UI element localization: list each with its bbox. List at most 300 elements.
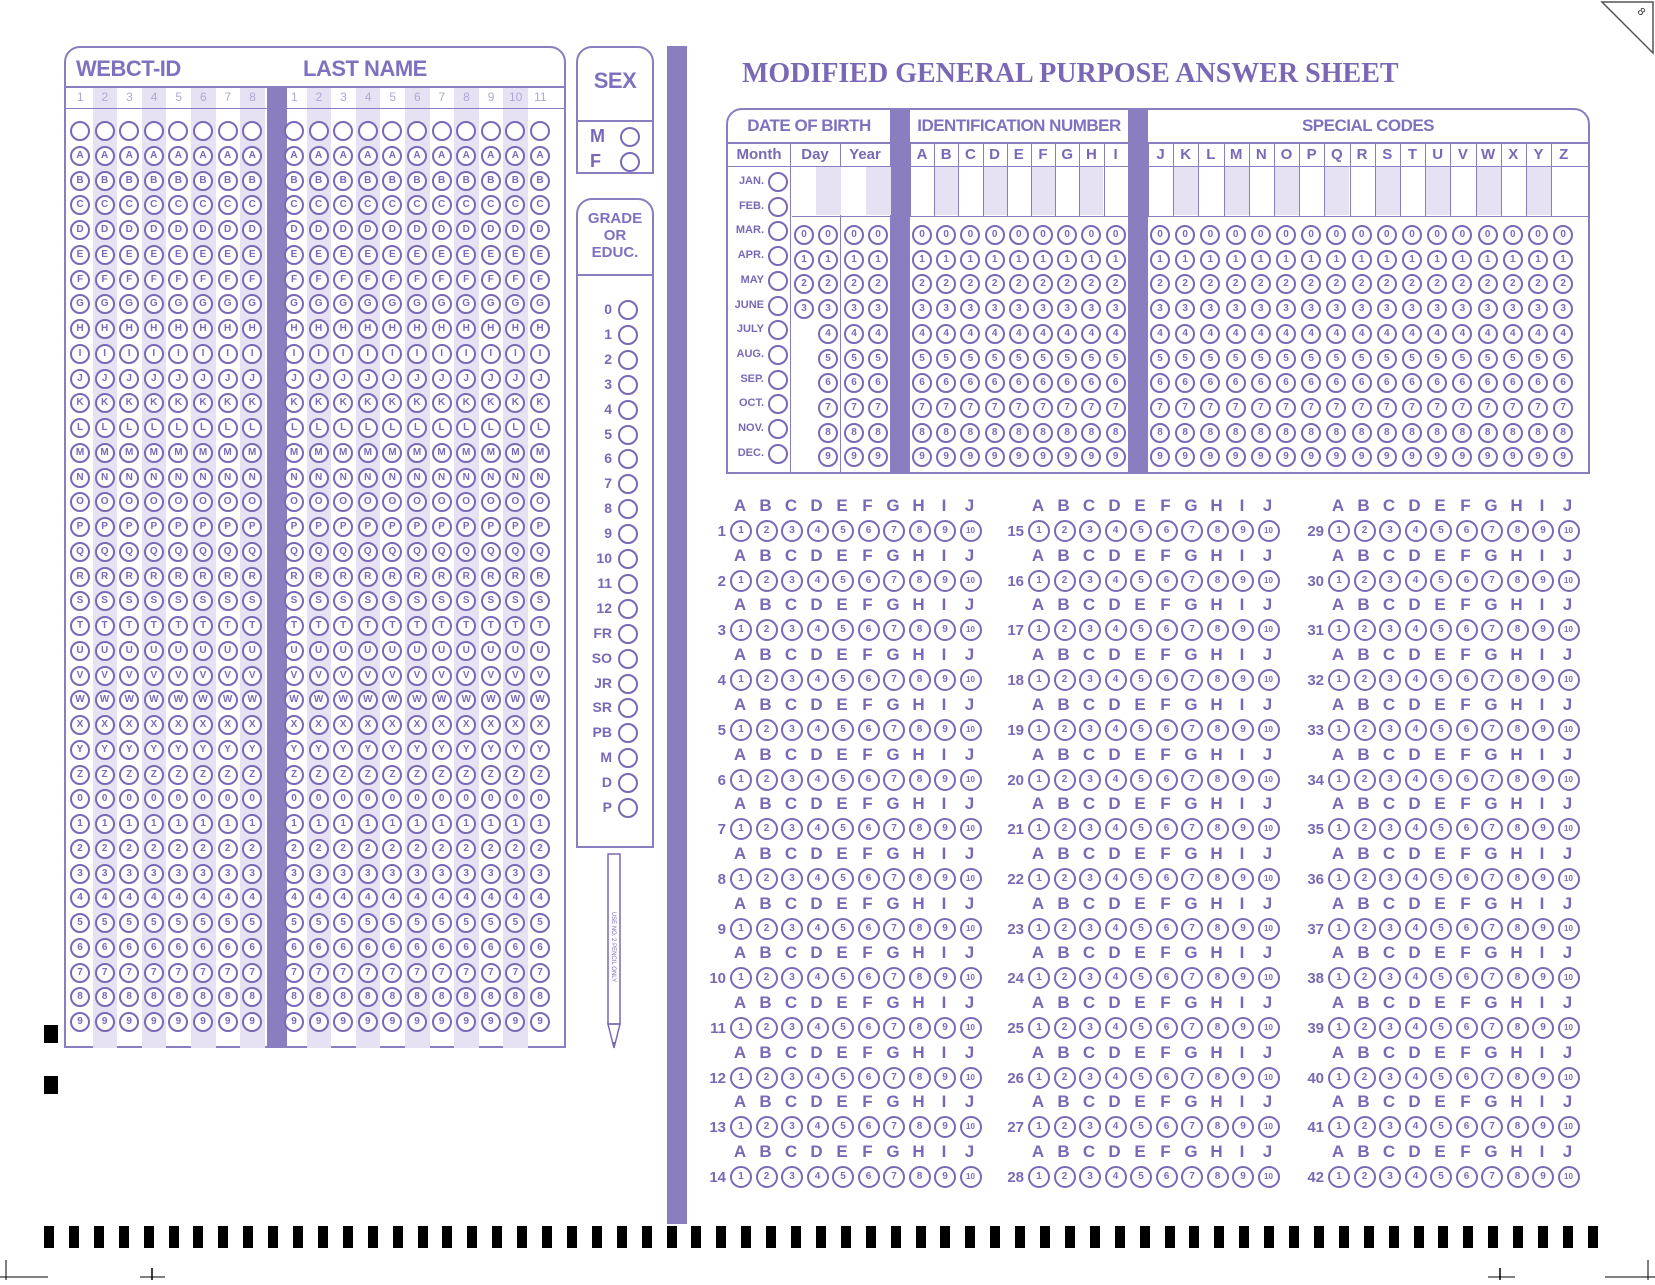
answer-choice-bubble[interactable]: 6 <box>858 818 880 840</box>
id-digit-bubble[interactable]: 1 <box>912 250 932 270</box>
id-bubble[interactable]: 7 <box>242 963 262 983</box>
codes-digit-bubble[interactable]: 6 <box>1528 373 1548 393</box>
answer-choice-bubble[interactable]: 6 <box>858 570 880 592</box>
id-bubble[interactable]: M <box>242 443 262 463</box>
name-bubble[interactable]: 4 <box>333 888 353 908</box>
codes-digit-bubble[interactable]: 6 <box>1175 373 1195 393</box>
answer-choice-bubble[interactable]: 3 <box>1379 1166 1401 1188</box>
month-bubble[interactable] <box>768 320 788 340</box>
name-bubble[interactable]: 7 <box>432 963 452 983</box>
id-bubble[interactable]: N <box>242 468 262 488</box>
id-bubble[interactable]: G <box>168 294 188 314</box>
answer-choice-bubble[interactable]: 1 <box>1028 769 1050 791</box>
id-bubble[interactable]: E <box>242 245 262 265</box>
name-bubble[interactable]: T <box>382 616 402 636</box>
id-digit-bubble[interactable]: 3 <box>960 299 980 319</box>
answer-choice-bubble[interactable]: 4 <box>807 967 829 989</box>
id-bubble[interactable]: 4 <box>193 888 213 908</box>
id-digit-bubble[interactable]: 0 <box>985 225 1005 245</box>
id-digit-bubble[interactable]: 5 <box>1057 349 1077 369</box>
answer-choice-bubble[interactable]: 9 <box>934 818 956 840</box>
name-bubble[interactable]: 9 <box>309 1012 329 1032</box>
answer-choice-bubble[interactable]: 5 <box>1430 918 1452 940</box>
codes-digit-bubble[interactable]: 1 <box>1452 250 1472 270</box>
id-digit-bubble[interactable]: 5 <box>1033 349 1053 369</box>
id-bubble[interactable]: A <box>95 146 115 166</box>
name-bubble[interactable]: Q <box>358 542 378 562</box>
answer-choice-bubble[interactable]: 4 <box>807 918 829 940</box>
answer-choice-bubble[interactable]: 6 <box>1156 619 1178 641</box>
id-bubble[interactable] <box>144 121 164 141</box>
name-bubble[interactable]: E <box>456 245 476 265</box>
id-bubble[interactable]: A <box>119 146 139 166</box>
id-bubble[interactable]: O <box>95 492 115 512</box>
id-bubble[interactable]: N <box>193 468 213 488</box>
codes-digit-bubble[interactable]: 8 <box>1377 423 1397 443</box>
answer-choice-bubble[interactable]: 4 <box>807 570 829 592</box>
answer-choice-bubble[interactable]: 7 <box>883 570 905 592</box>
answer-choice-bubble[interactable]: 9 <box>1532 1166 1554 1188</box>
name-bubble[interactable]: D <box>382 220 402 240</box>
answer-choice-bubble[interactable]: 7 <box>1481 619 1503 641</box>
name-bubble[interactable]: X <box>481 715 501 735</box>
name-bubble[interactable]: G <box>456 294 476 314</box>
name-bubble[interactable]: X <box>309 715 329 735</box>
name-bubble[interactable]: T <box>407 616 427 636</box>
id-bubble[interactable]: A <box>168 146 188 166</box>
codes-digit-bubble[interactable]: 0 <box>1352 225 1372 245</box>
answer-choice-bubble[interactable]: 5 <box>1430 1067 1452 1089</box>
name-bubble[interactable]: D <box>284 220 304 240</box>
codes-digit-bubble[interactable]: 7 <box>1150 398 1170 418</box>
answer-choice-bubble[interactable]: 5 <box>1130 918 1152 940</box>
id-bubble[interactable]: P <box>95 517 115 537</box>
codes-digit-bubble[interactable]: 0 <box>1301 225 1321 245</box>
id-bubble[interactable] <box>193 121 213 141</box>
name-bubble[interactable]: G <box>284 294 304 314</box>
id-bubble[interactable]: J <box>168 369 188 389</box>
answer-choice-bubble[interactable]: 8 <box>1507 1166 1529 1188</box>
grade-option-bubble[interactable] <box>618 524 638 544</box>
answer-choice-bubble[interactable]: 8 <box>1207 669 1229 691</box>
codes-digit-bubble[interactable]: 6 <box>1150 373 1170 393</box>
id-bubble[interactable]: Z <box>242 765 262 785</box>
name-bubble[interactable]: R <box>358 567 378 587</box>
answer-choice-bubble[interactable]: 9 <box>1532 719 1554 741</box>
id-bubble[interactable]: X <box>70 715 90 735</box>
codes-digit-bubble[interactable]: 3 <box>1251 299 1271 319</box>
name-bubble[interactable]: S <box>432 591 452 611</box>
id-bubble[interactable]: U <box>95 641 115 661</box>
answer-choice-bubble[interactable]: 4 <box>1405 868 1427 890</box>
name-bubble[interactable]: Y <box>481 740 501 760</box>
name-bubble[interactable]: D <box>358 220 378 240</box>
name-bubble[interactable]: Z <box>382 765 402 785</box>
id-digit-bubble[interactable]: 4 <box>960 324 980 344</box>
name-bubble[interactable]: L <box>505 418 525 438</box>
name-bubble[interactable]: F <box>456 270 476 290</box>
id-bubble[interactable]: G <box>242 294 262 314</box>
name-bubble[interactable]: 7 <box>456 963 476 983</box>
id-bubble[interactable]: M <box>95 443 115 463</box>
name-bubble[interactable]: K <box>407 393 427 413</box>
answer-choice-bubble[interactable]: 9 <box>934 967 956 989</box>
answer-choice-bubble[interactable]: 3 <box>1079 520 1101 542</box>
answer-choice-bubble[interactable]: 8 <box>909 719 931 741</box>
id-digit-bubble[interactable]: 7 <box>1009 398 1029 418</box>
name-bubble[interactable]: Q <box>284 542 304 562</box>
id-bubble[interactable]: S <box>144 591 164 611</box>
name-bubble[interactable]: S <box>407 591 427 611</box>
id-bubble[interactable]: A <box>242 146 262 166</box>
answer-choice-bubble[interactable]: 1 <box>730 918 752 940</box>
answer-choice-bubble[interactable]: 9 <box>1532 619 1554 641</box>
answer-choice-bubble[interactable]: 10 <box>1558 1067 1580 1089</box>
answer-choice-bubble[interactable]: 3 <box>1379 570 1401 592</box>
name-bubble[interactable]: 6 <box>481 938 501 958</box>
codes-digit-bubble[interactable]: 1 <box>1301 250 1321 270</box>
id-digit-bubble[interactable]: 6 <box>1106 373 1126 393</box>
name-bubble[interactable]: C <box>333 195 353 215</box>
answer-choice-bubble[interactable]: 9 <box>934 619 956 641</box>
name-bubble[interactable]: S <box>456 591 476 611</box>
id-bubble[interactable]: 2 <box>193 839 213 859</box>
name-bubble[interactable] <box>284 121 304 141</box>
answer-choice-bubble[interactable]: 7 <box>1181 619 1203 641</box>
id-bubble[interactable]: Q <box>218 542 238 562</box>
id-digit-bubble[interactable]: 4 <box>936 324 956 344</box>
name-bubble[interactable]: K <box>284 393 304 413</box>
answer-choice-bubble[interactable]: 8 <box>1207 918 1229 940</box>
name-bubble[interactable]: N <box>432 468 452 488</box>
answer-choice-bubble[interactable]: 8 <box>1507 520 1529 542</box>
answer-choice-bubble[interactable]: 8 <box>909 868 931 890</box>
answer-choice-bubble[interactable]: 9 <box>934 1017 956 1039</box>
codes-digit-bubble[interactable]: 4 <box>1326 324 1346 344</box>
answer-choice-bubble[interactable]: 10 <box>1558 769 1580 791</box>
answer-choice-bubble[interactable]: 7 <box>883 1166 905 1188</box>
name-bubble[interactable]: 8 <box>407 987 427 1007</box>
name-bubble[interactable]: 6 <box>407 938 427 958</box>
grade-option-bubble[interactable] <box>618 649 638 669</box>
name-bubble[interactable]: M <box>333 443 353 463</box>
codes-digit-bubble[interactable]: 9 <box>1175 447 1195 467</box>
month-bubble[interactable] <box>768 197 788 217</box>
id-bubble[interactable]: J <box>95 369 115 389</box>
name-bubble[interactable]: V <box>505 666 525 686</box>
answer-choice-bubble[interactable]: 9 <box>934 520 956 542</box>
answer-choice-bubble[interactable]: 5 <box>832 619 854 641</box>
name-bubble[interactable]: W <box>481 690 501 710</box>
codes-digit-bubble[interactable]: 2 <box>1251 274 1271 294</box>
id-digit-bubble[interactable]: 9 <box>1033 447 1053 467</box>
grade-option-bubble[interactable] <box>618 425 638 445</box>
id-bubble[interactable]: 5 <box>144 913 164 933</box>
answer-choice-bubble[interactable]: 9 <box>1232 1067 1254 1089</box>
id-digit-bubble[interactable]: 9 <box>912 447 932 467</box>
name-bubble[interactable]: 8 <box>530 987 550 1007</box>
answer-choice-bubble[interactable]: 10 <box>1558 967 1580 989</box>
name-bubble[interactable]: 2 <box>382 839 402 859</box>
name-bubble[interactable]: U <box>358 641 378 661</box>
name-bubble[interactable]: R <box>481 567 501 587</box>
id-bubble[interactable]: L <box>168 418 188 438</box>
codes-digit-bubble[interactable]: 0 <box>1427 225 1447 245</box>
answer-choice-bubble[interactable]: 9 <box>934 570 956 592</box>
name-bubble[interactable]: V <box>284 666 304 686</box>
name-bubble[interactable]: A <box>382 146 402 166</box>
id-digit-bubble[interactable]: 5 <box>960 349 980 369</box>
id-digit-bubble[interactable]: 4 <box>985 324 1005 344</box>
name-bubble[interactable]: P <box>407 517 427 537</box>
id-bubble[interactable]: Q <box>193 542 213 562</box>
id-bubble[interactable]: 6 <box>144 938 164 958</box>
answer-choice-bubble[interactable]: 6 <box>1456 520 1478 542</box>
month-bubble[interactable] <box>768 221 788 241</box>
answer-choice-bubble[interactable]: 10 <box>1558 918 1580 940</box>
name-bubble[interactable]: X <box>382 715 402 735</box>
name-bubble[interactable]: 7 <box>481 963 501 983</box>
name-bubble[interactable]: M <box>382 443 402 463</box>
grade-option-bubble[interactable] <box>618 798 638 818</box>
name-bubble[interactable]: H <box>505 319 525 339</box>
id-bubble[interactable]: E <box>119 245 139 265</box>
codes-digit-bubble[interactable]: 9 <box>1478 447 1498 467</box>
id-bubble[interactable]: V <box>70 666 90 686</box>
grade-option-bubble[interactable] <box>618 574 638 594</box>
name-bubble[interactable]: 9 <box>382 1012 402 1032</box>
name-bubble[interactable]: 7 <box>407 963 427 983</box>
id-bubble[interactable]: L <box>144 418 164 438</box>
id-bubble[interactable]: 7 <box>119 963 139 983</box>
name-bubble[interactable]: J <box>284 369 304 389</box>
answer-choice-bubble[interactable]: 4 <box>807 769 829 791</box>
dob-digit-bubble[interactable]: 2 <box>794 274 814 294</box>
codes-digit-bubble[interactable]: 1 <box>1200 250 1220 270</box>
answer-choice-bubble[interactable]: 2 <box>1354 1067 1376 1089</box>
codes-digit-bubble[interactable]: 7 <box>1402 398 1422 418</box>
id-digit-bubble[interactable]: 6 <box>1081 373 1101 393</box>
answer-choice-bubble[interactable]: 9 <box>1232 1017 1254 1039</box>
answer-choice-bubble[interactable]: 2 <box>1054 719 1076 741</box>
name-bubble[interactable]: 8 <box>456 987 476 1007</box>
answer-choice-bubble[interactable]: 10 <box>960 619 982 641</box>
name-bubble[interactable]: 1 <box>505 814 525 834</box>
name-bubble[interactable]: 6 <box>333 938 353 958</box>
answer-choice-bubble[interactable]: 8 <box>909 1166 931 1188</box>
answer-choice-bubble[interactable]: 5 <box>1430 669 1452 691</box>
id-bubble[interactable]: H <box>95 319 115 339</box>
name-bubble[interactable]: Z <box>481 765 501 785</box>
name-bubble[interactable]: K <box>309 393 329 413</box>
answer-choice-bubble[interactable]: 2 <box>756 1017 778 1039</box>
id-bubble[interactable]: L <box>119 418 139 438</box>
name-bubble[interactable]: H <box>432 319 452 339</box>
id-bubble[interactable]: Y <box>168 740 188 760</box>
name-bubble[interactable]: X <box>407 715 427 735</box>
id-bubble[interactable]: T <box>168 616 188 636</box>
answer-choice-bubble[interactable]: 6 <box>1456 1017 1478 1039</box>
name-bubble[interactable]: W <box>333 690 353 710</box>
answer-choice-bubble[interactable]: 10 <box>1558 1166 1580 1188</box>
id-bubble[interactable]: 3 <box>168 864 188 884</box>
name-bubble[interactable]: A <box>505 146 525 166</box>
name-bubble[interactable]: Z <box>456 765 476 785</box>
answer-choice-bubble[interactable]: 5 <box>1130 868 1152 890</box>
answer-choice-bubble[interactable]: 9 <box>934 918 956 940</box>
id-bubble[interactable]: 6 <box>95 938 115 958</box>
answer-choice-bubble[interactable]: 10 <box>1558 520 1580 542</box>
answer-choice-bubble[interactable]: 9 <box>1532 967 1554 989</box>
name-bubble[interactable]: H <box>530 319 550 339</box>
codes-digit-bubble[interactable]: 9 <box>1150 447 1170 467</box>
id-bubble[interactable]: P <box>193 517 213 537</box>
dob-digit-bubble[interactable]: 3 <box>844 299 864 319</box>
answer-choice-bubble[interactable]: 10 <box>960 1067 982 1089</box>
answer-choice-bubble[interactable]: 7 <box>883 719 905 741</box>
answer-choice-bubble[interactable]: 9 <box>1532 818 1554 840</box>
name-bubble[interactable]: Z <box>530 765 550 785</box>
codes-digit-bubble[interactable]: 9 <box>1377 447 1397 467</box>
id-bubble[interactable]: U <box>193 641 213 661</box>
grade-option-bubble[interactable] <box>618 723 638 743</box>
name-bubble[interactable]: 3 <box>407 864 427 884</box>
codes-digit-bubble[interactable]: 6 <box>1377 373 1397 393</box>
id-digit-bubble[interactable]: 0 <box>1033 225 1053 245</box>
id-bubble[interactable]: 9 <box>95 1012 115 1032</box>
id-bubble[interactable]: T <box>144 616 164 636</box>
answer-choice-bubble[interactable]: 8 <box>1207 520 1229 542</box>
answer-choice-bubble[interactable]: 10 <box>1258 967 1280 989</box>
answer-choice-bubble[interactable]: 1 <box>1028 868 1050 890</box>
dob-digit-bubble[interactable]: 7 <box>844 398 864 418</box>
name-bubble[interactable]: T <box>432 616 452 636</box>
month-bubble[interactable] <box>768 345 788 365</box>
answer-choice-bubble[interactable]: 9 <box>934 719 956 741</box>
codes-digit-bubble[interactable]: 4 <box>1352 324 1372 344</box>
codes-digit-bubble[interactable]: 7 <box>1452 398 1472 418</box>
id-bubble[interactable]: H <box>144 319 164 339</box>
name-bubble[interactable]: Y <box>309 740 329 760</box>
name-bubble[interactable]: K <box>382 393 402 413</box>
name-bubble[interactable]: 1 <box>432 814 452 834</box>
name-bubble[interactable]: H <box>333 319 353 339</box>
name-bubble[interactable]: 8 <box>382 987 402 1007</box>
answer-choice-bubble[interactable]: 4 <box>1405 769 1427 791</box>
dob-digit-bubble[interactable]: 8 <box>868 423 888 443</box>
id-bubble[interactable] <box>95 121 115 141</box>
answer-choice-bubble[interactable]: 7 <box>1481 520 1503 542</box>
id-bubble[interactable]: O <box>168 492 188 512</box>
name-bubble[interactable]: V <box>456 666 476 686</box>
name-bubble[interactable]: C <box>481 195 501 215</box>
answer-choice-bubble[interactable]: 7 <box>1181 818 1203 840</box>
codes-digit-bubble[interactable]: 1 <box>1427 250 1447 270</box>
id-bubble[interactable]: O <box>218 492 238 512</box>
answer-choice-bubble[interactable]: 2 <box>1054 1166 1076 1188</box>
id-bubble[interactable]: C <box>168 195 188 215</box>
codes-digit-bubble[interactable]: 3 <box>1200 299 1220 319</box>
answer-choice-bubble[interactable]: 2 <box>1054 769 1076 791</box>
name-bubble[interactable]: D <box>407 220 427 240</box>
answer-choice-bubble[interactable]: 8 <box>1207 1017 1229 1039</box>
answer-choice-bubble[interactable]: 9 <box>934 1067 956 1089</box>
name-bubble[interactable]: 1 <box>382 814 402 834</box>
answer-choice-bubble[interactable]: 2 <box>756 719 778 741</box>
grade-option-bubble[interactable] <box>618 748 638 768</box>
name-bubble[interactable]: S <box>505 591 525 611</box>
name-bubble[interactable]: B <box>358 171 378 191</box>
answer-choice-bubble[interactable]: 3 <box>1079 918 1101 940</box>
codes-digit-bubble[interactable]: 7 <box>1326 398 1346 418</box>
name-bubble[interactable]: 9 <box>407 1012 427 1032</box>
dob-digit-bubble[interactable]: 2 <box>844 274 864 294</box>
answer-choice-bubble[interactable]: 3 <box>781 520 803 542</box>
answer-choice-bubble[interactable]: 4 <box>1105 818 1127 840</box>
id-bubble[interactable]: D <box>70 220 90 240</box>
codes-digit-bubble[interactable]: 2 <box>1352 274 1372 294</box>
name-bubble[interactable]: 8 <box>284 987 304 1007</box>
name-bubble[interactable]: V <box>309 666 329 686</box>
answer-choice-bubble[interactable]: 1 <box>1028 1017 1050 1039</box>
id-bubble[interactable]: A <box>70 146 90 166</box>
id-digit-bubble[interactable]: 8 <box>1106 423 1126 443</box>
answer-choice-bubble[interactable]: 8 <box>1507 818 1529 840</box>
name-bubble[interactable]: J <box>481 369 501 389</box>
name-bubble[interactable]: O <box>432 492 452 512</box>
id-digit-bubble[interactable]: 0 <box>912 225 932 245</box>
answer-choice-bubble[interactable]: 4 <box>1105 967 1127 989</box>
id-digit-bubble[interactable]: 1 <box>1033 250 1053 270</box>
name-bubble[interactable]: 3 <box>456 864 476 884</box>
answer-choice-bubble[interactable]: 4 <box>807 520 829 542</box>
answer-choice-bubble[interactable]: 3 <box>1079 1116 1101 1138</box>
answer-choice-bubble[interactable]: 8 <box>1507 719 1529 741</box>
name-bubble[interactable]: 3 <box>505 864 525 884</box>
id-bubble[interactable]: J <box>193 369 213 389</box>
id-bubble[interactable]: 4 <box>95 888 115 908</box>
answer-choice-bubble[interactable]: 10 <box>1258 570 1280 592</box>
id-bubble[interactable]: 9 <box>119 1012 139 1032</box>
answer-choice-bubble[interactable]: 9 <box>934 669 956 691</box>
answer-choice-bubble[interactable]: 4 <box>1405 818 1427 840</box>
id-bubble[interactable]: 8 <box>119 987 139 1007</box>
codes-digit-bubble[interactable]: 5 <box>1226 349 1246 369</box>
answer-choice-bubble[interactable]: 3 <box>1079 1067 1101 1089</box>
answer-choice-bubble[interactable]: 1 <box>1328 868 1350 890</box>
answer-choice-bubble[interactable]: 6 <box>1156 769 1178 791</box>
answer-choice-bubble[interactable]: 9 <box>934 769 956 791</box>
name-bubble[interactable]: X <box>284 715 304 735</box>
answer-choice-bubble[interactable]: 1 <box>1328 1116 1350 1138</box>
codes-digit-bubble[interactable]: 8 <box>1352 423 1372 443</box>
codes-digit-bubble[interactable]: 0 <box>1553 225 1573 245</box>
name-bubble[interactable]: V <box>382 666 402 686</box>
answer-choice-bubble[interactable]: 4 <box>1405 967 1427 989</box>
answer-choice-bubble[interactable]: 1 <box>1028 918 1050 940</box>
id-bubble[interactable]: Q <box>242 542 262 562</box>
name-bubble[interactable]: T <box>456 616 476 636</box>
name-bubble[interactable]: R <box>309 567 329 587</box>
name-bubble[interactable]: 3 <box>382 864 402 884</box>
name-bubble[interactable]: 4 <box>309 888 329 908</box>
name-bubble[interactable]: Q <box>309 542 329 562</box>
id-bubble[interactable]: 2 <box>218 839 238 859</box>
id-digit-bubble[interactable]: 4 <box>912 324 932 344</box>
answer-choice-bubble[interactable]: 8 <box>1507 570 1529 592</box>
id-bubble[interactable]: 3 <box>218 864 238 884</box>
codes-digit-bubble[interactable]: 5 <box>1352 349 1372 369</box>
